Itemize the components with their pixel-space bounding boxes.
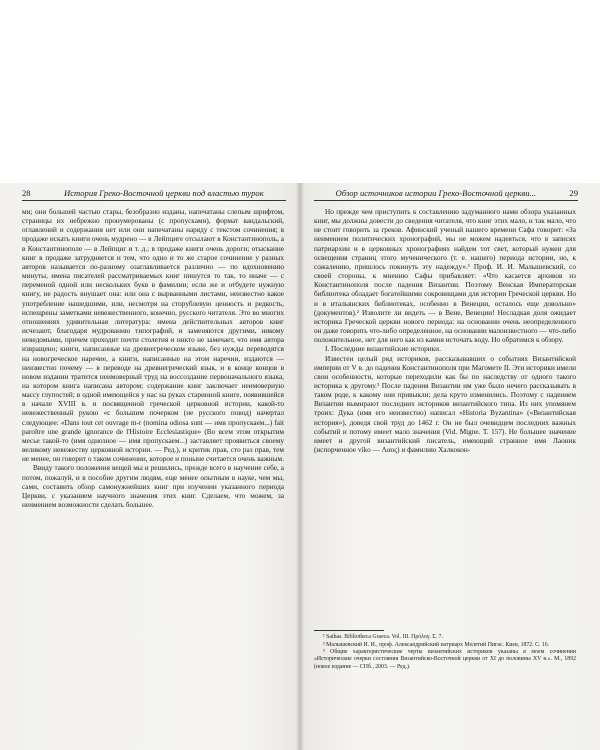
left-header-rule — [22, 200, 286, 201]
section-heading: I. Последние византийские историки. — [325, 345, 441, 354]
right-paragraph-1: Но прежде чем приступить к составлению задуманного нами обзора указанных книг, мы должны довести до сведения читателя, что книг этих мало, и так мало, что не стоит говорить за греков. Афинский ученый нашего времени Сафа говорит: «За неимением политических хронографий, мы не можем надеяться, что в записях патриархии и в церковных хронографиях найдем тот свет, который нужен для освещения страниц этого мученического (т. е. нашего) периода истории, но, к сожалению, пришлось покинуть эту надежду».¹ Проф. И. И. Малышевский, со своей стороны, к мнению Сафы прибавляет: «Что касается архивов из Константинополя после падения Византии. Поэтому Венская Императорская библиотека обладает богатейшими сокровищами для истории Греческой церкви. Но и в итальянских библиотеках, особенно в Венеции, осталось еще довольно» (документов).² Изволите ли видеть — в Вене, Венеции! Несладкая доля ожидает историка Греческой церкви нового периода: на основании очень неопределенного он даже говорить что-либо определенное, на основании малоизвестного — что-либо положительное, нет для него как из камня источать воду. Но обратимся к обзору. — [314, 208, 576, 345]
right-running-header — [314, 188, 578, 200]
footnote-3: ³ Общие характеристические черты византийских историков указаны в моем сочинении «Исторические очерки состояния Византийско-Восточной церкви от XI до половины XV в.». М., 1892 (новое издание — СПб., 2003. — Ред.). — [314, 649, 576, 670]
right-header-rule — [314, 200, 578, 201]
left-running-title: История Греко-Восточной церкви под властью турок — [64, 188, 264, 198]
left-paragraph-2: Ввиду такого положения вещей мы и решились, прежде всего в научение себе, а потом, пожалуй, и в пособие другим людям, еще менее опытным в науке, чем мы, сами, составить обзор самонужнейших книг при изучении указанного периода Церкви, с указанием научного значения этих книг. Сделаем, что можем, за неимением возможности сделать большее. — [22, 464, 284, 509]
footnote-1: ¹ Sathas. Bibliotheca Graeca. Vol. III. Πρόλογ. Σ. 7. — [323, 634, 443, 640]
left-page-number: 28 — [22, 188, 31, 198]
left-running-header — [22, 188, 286, 200]
footnotes — [314, 634, 576, 671]
left-paragraph-1: ми; они большей частью стары, безобразно изданы, напечатаны слепым шрифтом, страницы их небрежно пронумерованы (с пропусками), формат вандальский, оглавлений и содержания нет или они напечатаны наряду с текстом сочинения; в продаже искать книги очень мудрено — в Лейпциге отсылают в Константинополь, а в Константинополе — в Лейпциг и т. д.; в продаже книги очень дороги; отыскание книг в продаже затрудняется и тем, что одно и то же старое сочинение у разных авторов называется по-разному озаглавливается различно — по вдохновению минуты, имена писателей рассматриваемых книг пишутся то так, то иначе — с переменой одной или нескольких букв в фамилии; если же и отбудете нужную книгу, не радость внушает она: или она с вырванными листами, неизвестно какое употребление нашедшими, или, несмотря на сторублевую ценность и редкость, испещрены заметками невежественного, конечно, русского читателя. Это во многих отношениях удивительная литература: имена действительных авторов книг исчезают, благодаря мудрованию типографий, и заменяются другими, никому неведомыми, причем проходит почти столетия и никто не замечает, что имя автора извращено; книги, написанные на древнегреческом языке, без нужды переводятся на новогреческое наречие, а книги, написанные на этом наречии, издаются — неизвестно почему — в переводе на древнегреческий язык, и в конце концов в новом издании тратится неимоверный труд на воссоздание первоначального языка, на котором книга написана автором; содержание книг заключает неимоверную массу глупостей; в одной имеющейся у нас на руках старинной книге, появившейся в начале XVIII в. и посвященной греческой церковной истории, какой-то невежественный рукою «с большим почерком (не русского повод) начертал следующее: «Dans tout cet ouvrage m-r (nomina odiosa sunt — имя пропускаем...) fait paroître une grande ignorance de l'Histoire Ecclesiastique» (Во всем этом открытим месье такой-то (имя одиозное — имя пропускаем...) заставляет проявиться своему великому невежеству церковной истории. — Ред.), и критик прав, сто раз прав, тем не менее, он говорит о таком сочинении, которое и поныне считается очень важным. — [22, 208, 284, 464]
footnote-2: ² Малышевский И. И., проф. Александрийский патриарх Мелетий Пигас. Киев, 1872. С. 16. — [323, 641, 550, 648]
right-body-text — [314, 208, 576, 455]
book-gutter — [296, 183, 304, 750]
left-page — [0, 183, 300, 750]
right-page — [300, 183, 600, 750]
right-running-title: Обзор источников истории Греко-Восточной церкви... — [335, 188, 536, 198]
footnote-rule — [314, 630, 384, 631]
right-paragraph-2: Известен целый ряд историков, рассказывавших о событиях Византийской империи от V в. до падения Константинополя при Магомете II. Эти историки имели свои особенности, которые переходили как бы по наследству от одного такого историка к другому.³ После падения Византии им уже было нечего рассказывать в таком роде, к какому они привыкли; дела круто изменились. Поэтому с падением Византии вымирают последних историков византийского типа. Из них упомянем троих: Дука (имя его неизвестно) написал «Historia Byzantina» («Византийская история»), доведя свой труд до 1462 г. Он не был очевидцем последних важных событий и потому имеет мало значения (Vid. Migne. T. 157). Не большее значение имеет и другой византийский писатель, имеющий странное имя Лаоник (испорченное víko — Λαος) и фамилию Халкокон- — [314, 354, 576, 455]
left-body-text — [22, 208, 284, 510]
right-page-number: 29 — [569, 188, 578, 198]
